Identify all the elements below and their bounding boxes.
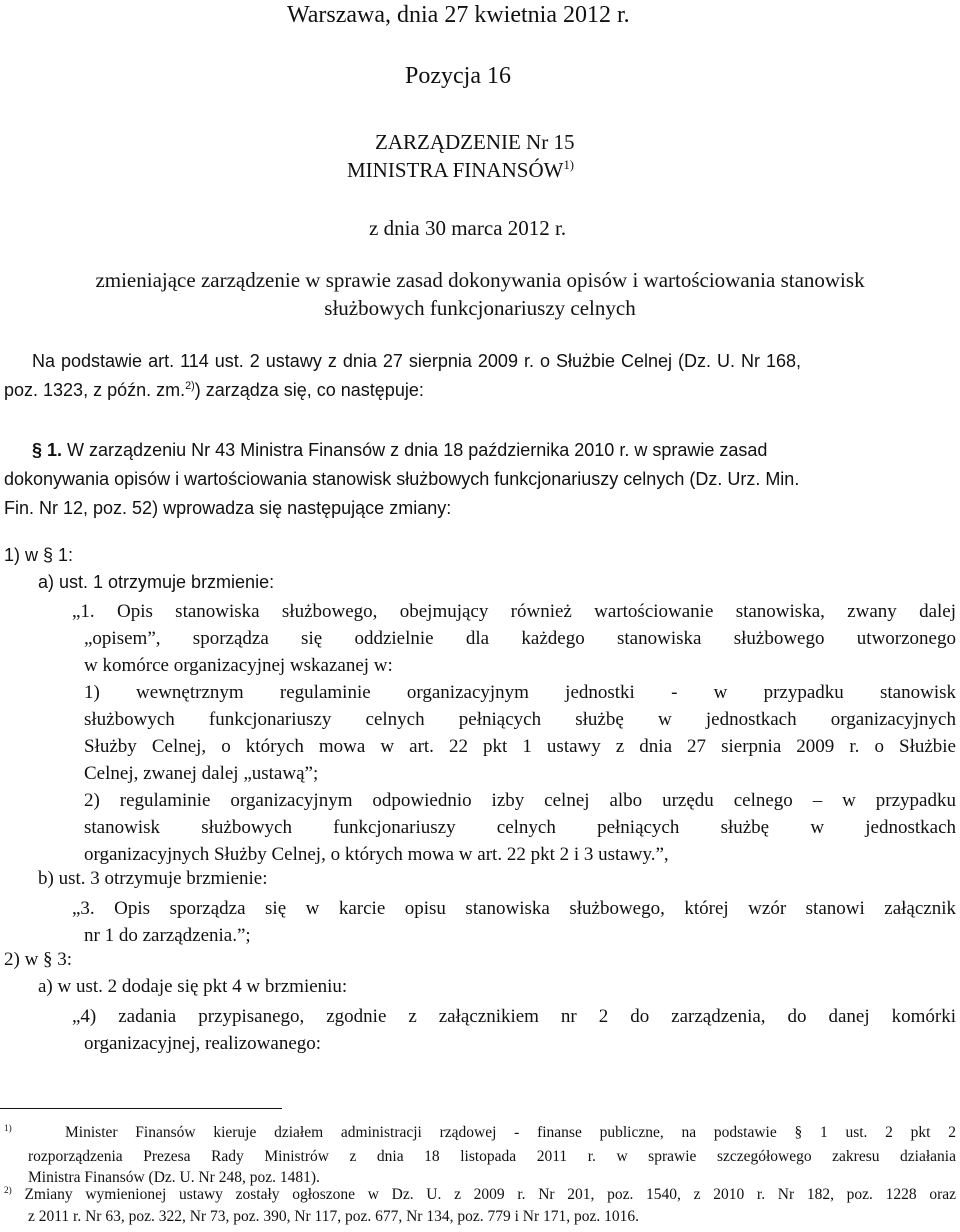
dateline: Warszawa, dnia 27 kwietnia 2012 r. xyxy=(287,2,630,28)
quote-line: nr 1 do zarządzenia.”; xyxy=(84,925,251,946)
footnote-ref-2: 2) xyxy=(185,380,195,392)
quote-line: Służby Celnej, o których mowa w art. 22 pkt 1 ustawy z dnia 27 sierpnia 2009 r. o Służbie xyxy=(84,736,956,757)
footnote-line: rozporządzenia Prezesa Rady Ministrów z dnia 18 listopada 2011 r. w sprawie szczegółowego zakresu działania xyxy=(28,1148,956,1165)
preamble xyxy=(4,347,952,405)
amendment-2a: a) w ust. 2 dodaje się pkt 4 w brzmieniu: xyxy=(38,976,348,997)
quote-line: 2) regulaminie organizacyjnym odpowiednio izby celnej albo urzędu celnego – w przypadku xyxy=(84,790,956,811)
footnote-ref-1: 1) xyxy=(563,158,574,172)
quote-line: „3. Opis sporządza się w karcie opisu stanowiska służbowego, której wzór stanowi załącznik xyxy=(72,898,956,919)
footnote-line xyxy=(4,1120,956,1146)
quote-line: „1. Opis stanowiska służbowego, obejmujący również wartościowanie stanowiska, zwany dalej xyxy=(72,601,956,622)
quoted-provision-1 xyxy=(72,598,956,868)
preamble-line xyxy=(4,376,952,405)
amendment-2: 2) w § 3: xyxy=(4,949,73,970)
section-1-line xyxy=(4,436,956,465)
quote-line: służbowych funkcjonariuszy celnych pełniących służbę w jednostkach organizacyjnych xyxy=(84,709,956,730)
quote-line: w komórce organizacyjnej wskazanej w: xyxy=(84,655,393,676)
quote-line: „opisem”, sporządza się oddzielnie dla każdego stanowiska służbowego utworzonego xyxy=(84,628,956,649)
footnote-1 xyxy=(4,1120,956,1188)
footnote-line: Ministra Finansów (Dz. U. Nr 248, poz. 1481). xyxy=(28,1169,320,1186)
preamble-text: ) zarządza się, co następuje: xyxy=(194,380,424,400)
footnote-mark: 2) xyxy=(4,1185,12,1196)
footnote-2 xyxy=(4,1184,956,1227)
amendment-1b: b) ust. 3 otrzymuje brzmienie: xyxy=(38,868,268,889)
footnote-mark: 1) xyxy=(4,1123,12,1134)
section-1-number: § 1. xyxy=(32,440,63,460)
section-1-line: dokonywania opisów i wartościowania stanowisk służbowych funkcjonariuszy celnych (Dz. Urz. Min. xyxy=(4,469,800,489)
quoted-provision-3 xyxy=(72,895,956,949)
regulation-subject xyxy=(0,266,960,322)
subject-line: zmieniające zarządzenie w sprawie zasad dokonywania opisów i wartościowania stanowisk xyxy=(95,268,865,292)
regulation-date: z dnia 30 marca 2012 r. xyxy=(369,216,567,240)
footnote-line xyxy=(4,1184,956,1206)
amendment-1: 1) w § 1: xyxy=(4,545,74,565)
section-1-text: W zarządzeniu Nr 43 Ministra Finansów z dnia 18 października 2010 r. w sprawie zasad xyxy=(67,440,768,460)
footnote-separator xyxy=(0,1108,282,1109)
issuer-name: MINISTRA FINANSÓW xyxy=(347,158,564,182)
quote-line: organizacyjnych Służby Celnej, o których mowa w art. 22 pkt 2 i 3 ustawy.”, xyxy=(84,844,669,865)
section-1 xyxy=(4,436,956,523)
issuer-title xyxy=(347,158,574,183)
footnote-text: Zmiany wymienionej ustawy zostały ogłoszone w Dz. U. z 2009 r. Nr 201, poz. 1540, z 2010 r. Nr 182, poz. 1228 oraz xyxy=(24,1186,956,1203)
quote-line: organizacyjnej, realizowanego: xyxy=(84,1033,322,1054)
quote-line: 1) wewnętrznym regulaminie organizacyjnym jednostki - w przypadku stanowisk xyxy=(84,682,956,703)
footnote-text: Minister Finansów kieruje działem administracji rządowej - finanse publiczne, na podstawie § 1 ust. 2 pkt 2 xyxy=(65,1124,956,1141)
footnote-line: z 2011 r. Nr 63, poz. 322, Nr 73, poz. 390, Nr 117, poz. 677, Nr 134, poz. 779 i Nr 171, poz. 1016. xyxy=(28,1208,640,1225)
quote-line: „4) zadania przypisanego, zgodnie z załącznikiem nr 2 do zarządzenia, do danej komórki xyxy=(72,1006,956,1027)
amendment-1a: a) ust. 1 otrzymuje brzmienie: xyxy=(38,572,275,592)
position-number: Pozycja 16 xyxy=(405,63,511,89)
quoted-provision-4 xyxy=(72,1003,956,1057)
preamble-line: Na podstawie art. 114 ust. 2 ustawy z dnia 27 sierpnia 2009 r. o Służbie Celnej (Dz. U. Nr 168, xyxy=(32,351,802,371)
quote-line: stanowisk służbowych funkcjonariuszy celnych pełniących służbę w jednostkach xyxy=(84,817,956,838)
quote-line: Celnej, zwanej dalej „ustawą”; xyxy=(84,763,319,784)
regulation-title: ZARZĄDZENIE Nr 15 xyxy=(375,130,575,154)
preamble-text: poz. 1323, z późn. zm. xyxy=(4,380,186,400)
section-1-line: Fin. Nr 12, poz. 52) wprowadza się następujące zmiany: xyxy=(4,498,452,518)
subject-line: służbowych funkcjonariuszy celnych xyxy=(324,296,636,320)
